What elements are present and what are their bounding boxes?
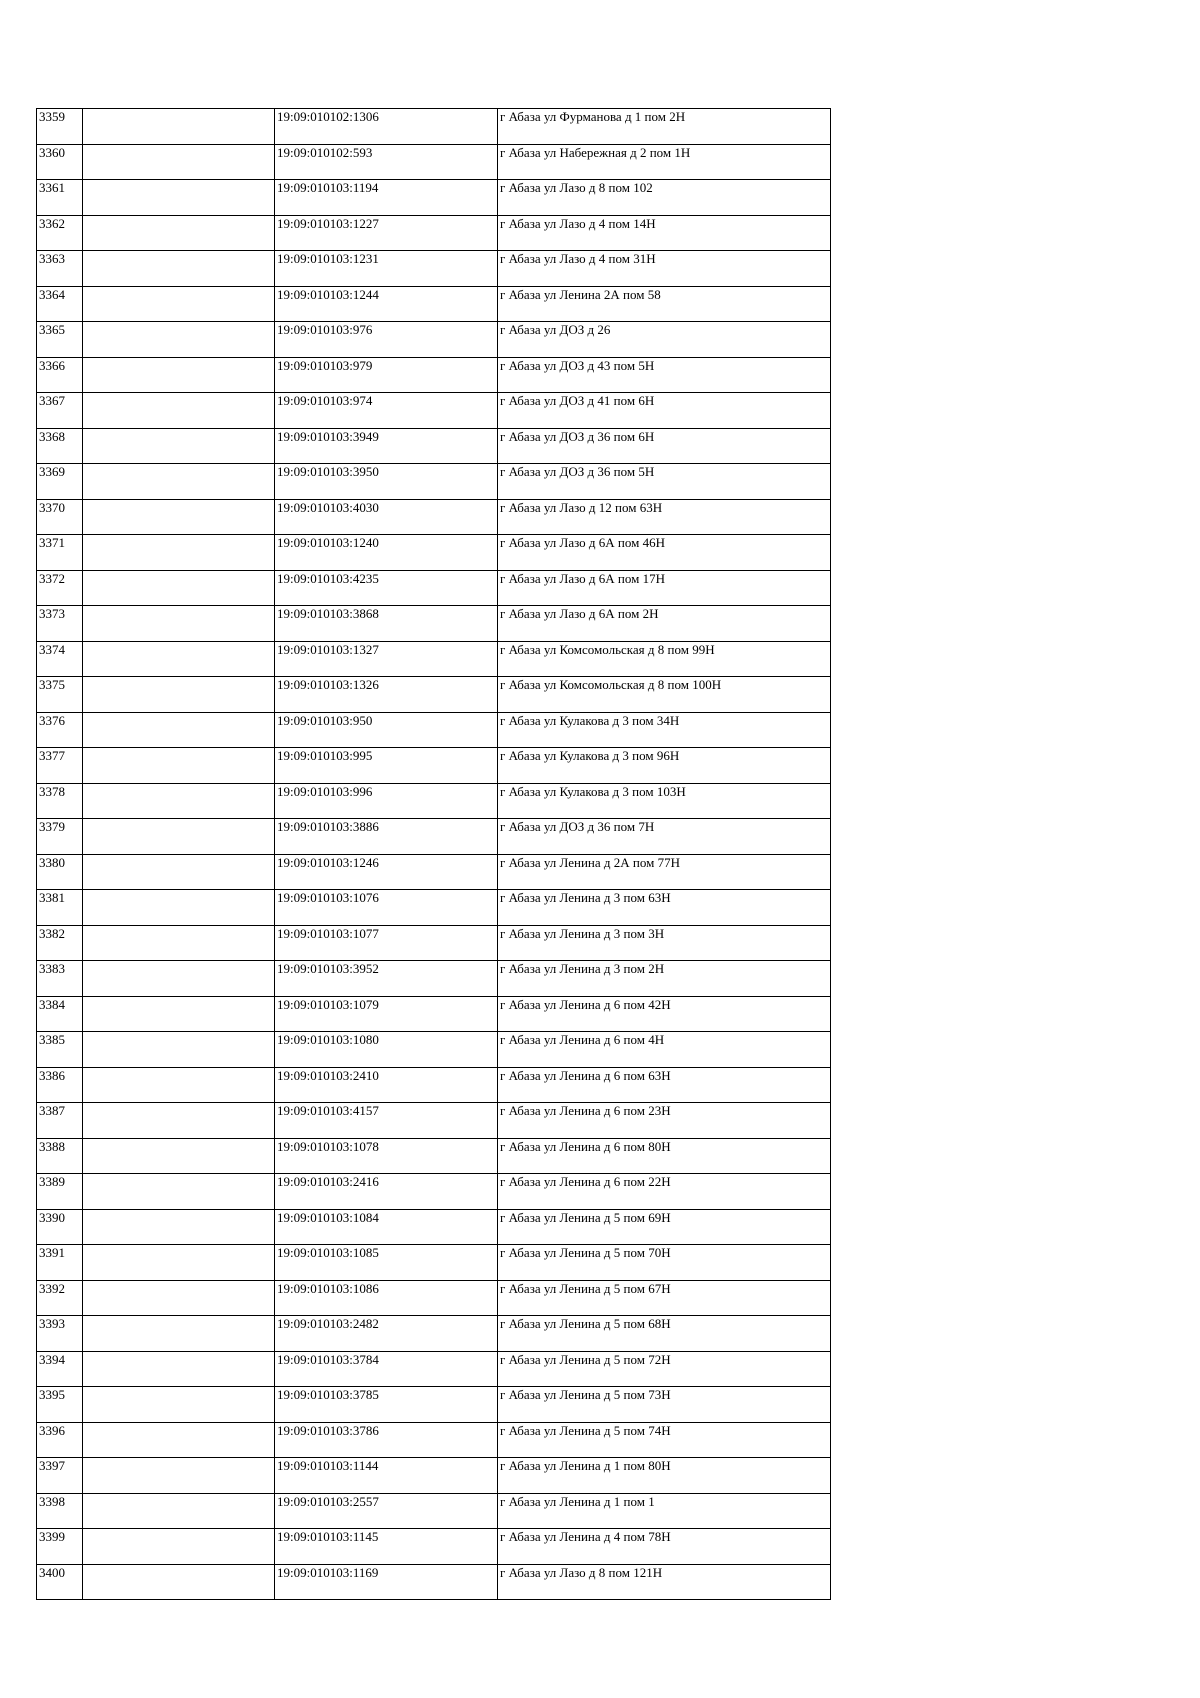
empty-cell [83, 1316, 275, 1352]
address-cell: г Абаза ул Лазо д 6А пом 17Н [498, 570, 831, 606]
cadastral-number-cell: 19:09:010103:976 [275, 322, 498, 358]
empty-cell [83, 677, 275, 713]
table-row [37, 322, 831, 358]
row-number-cell: 3382 [37, 925, 83, 961]
row-number-cell: 3385 [37, 1032, 83, 1068]
address-cell: г Абаза ул Ленина д 6 пом 42Н [498, 996, 831, 1032]
table-row [37, 1174, 831, 1210]
row-number-cell: 3384 [37, 996, 83, 1032]
address-cell: г Абаза ул Кулакова д 3 пом 103Н [498, 783, 831, 819]
cadastral-number-cell: 19:09:010103:1246 [275, 854, 498, 890]
cadastral-number-cell: 19:09:010103:1086 [275, 1280, 498, 1316]
address-cell: г Абаза ул Ленина д 5 пом 73Н [498, 1387, 831, 1423]
row-number-cell: 3378 [37, 783, 83, 819]
empty-cell [83, 1067, 275, 1103]
cadastral-number-cell: 19:09:010103:996 [275, 783, 498, 819]
row-number-cell: 3368 [37, 428, 83, 464]
table-row [37, 1032, 831, 1068]
table-row [37, 1351, 831, 1387]
table-row [37, 641, 831, 677]
row-number-cell: 3371 [37, 535, 83, 571]
row-number-cell: 3400 [37, 1564, 83, 1600]
table-row [37, 1493, 831, 1529]
table-row [37, 1103, 831, 1139]
empty-cell [83, 1529, 275, 1565]
row-number-cell: 3397 [37, 1458, 83, 1494]
row-number-cell: 3376 [37, 712, 83, 748]
address-cell: г Абаза ул Ленина д 5 пом 69Н [498, 1209, 831, 1245]
table-row [37, 783, 831, 819]
empty-cell [83, 996, 275, 1032]
address-cell: г Абаза ул Набережная д 2 пом 1Н [498, 144, 831, 180]
table-row [37, 393, 831, 429]
empty-cell [83, 1351, 275, 1387]
table-row [37, 1280, 831, 1316]
table-row [37, 215, 831, 251]
cadastral-number-cell: 19:09:010103:1227 [275, 215, 498, 251]
cadastral-number-cell: 19:09:010103:2557 [275, 1493, 498, 1529]
empty-cell [83, 641, 275, 677]
address-cell: г Абаза ул Ленина д 6 пом 80Н [498, 1138, 831, 1174]
address-cell: г Абаза ул Ленина д 1 пом 1 [498, 1493, 831, 1529]
address-cell: г Абаза ул Ленина д 6 пом 63Н [498, 1067, 831, 1103]
address-cell: г Абаза ул Лазо д 4 пом 31Н [498, 251, 831, 287]
row-number-cell: 3362 [37, 215, 83, 251]
address-cell: г Абаза ул Ленина д 5 пом 70Н [498, 1245, 831, 1281]
address-cell: г Абаза ул Кулакова д 3 пом 96Н [498, 748, 831, 784]
address-cell: г Абаза ул Ленина д 6 пом 4Н [498, 1032, 831, 1068]
address-cell: г Абаза ул Лазо д 8 пом 121Н [498, 1564, 831, 1600]
cadastral-number-cell: 19:09:010103:2482 [275, 1316, 498, 1352]
empty-cell [83, 322, 275, 358]
empty-cell [83, 712, 275, 748]
table-row [37, 925, 831, 961]
table-row [37, 748, 831, 784]
row-number-cell: 3388 [37, 1138, 83, 1174]
cadastral-number-cell: 19:09:010103:1194 [275, 180, 498, 216]
property-table [36, 108, 831, 1600]
empty-cell [83, 109, 275, 145]
row-number-cell: 3359 [37, 109, 83, 145]
table-row [37, 1387, 831, 1423]
row-number-cell: 3364 [37, 286, 83, 322]
empty-cell [83, 464, 275, 500]
empty-cell [83, 606, 275, 642]
cadastral-number-cell: 19:09:010103:3886 [275, 819, 498, 855]
row-number-cell: 3381 [37, 890, 83, 926]
empty-cell [83, 961, 275, 997]
row-number-cell: 3396 [37, 1422, 83, 1458]
address-cell: г Абаза ул Лазо д 6А пом 2Н [498, 606, 831, 642]
table-row [37, 464, 831, 500]
table-row [37, 499, 831, 535]
empty-cell [83, 1174, 275, 1210]
empty-cell [83, 748, 275, 784]
table-row [37, 535, 831, 571]
table-row [37, 1245, 831, 1281]
address-cell: г Абаза ул ДОЗ д 36 пом 7Н [498, 819, 831, 855]
cadastral-number-cell: 19:09:010103:3950 [275, 464, 498, 500]
cadastral-number-cell: 19:09:010102:593 [275, 144, 498, 180]
empty-cell [83, 890, 275, 926]
row-number-cell: 3390 [37, 1209, 83, 1245]
address-cell: г Абаза ул Ленина д 3 пом 3Н [498, 925, 831, 961]
empty-cell [83, 783, 275, 819]
address-cell: г Абаза ул Ленина д 5 пом 67Н [498, 1280, 831, 1316]
table-row [37, 1564, 831, 1600]
row-number-cell: 3361 [37, 180, 83, 216]
address-cell: г Абаза ул Ленина 2А пом 58 [498, 286, 831, 322]
empty-cell [83, 1138, 275, 1174]
cadastral-number-cell: 19:09:010103:950 [275, 712, 498, 748]
address-cell: г Абаза ул Лазо д 8 пом 102 [498, 180, 831, 216]
address-cell: г Абаза ул Кулакова д 3 пом 34Н [498, 712, 831, 748]
row-number-cell: 3372 [37, 570, 83, 606]
table-row [37, 854, 831, 890]
cadastral-number-cell: 19:09:010103:2410 [275, 1067, 498, 1103]
empty-cell [83, 215, 275, 251]
empty-cell [83, 1209, 275, 1245]
cadastral-number-cell: 19:09:010103:1085 [275, 1245, 498, 1281]
table-row [37, 890, 831, 926]
empty-cell [83, 499, 275, 535]
row-number-cell: 3398 [37, 1493, 83, 1529]
row-number-cell: 3380 [37, 854, 83, 890]
cadastral-number-cell: 19:09:010102:1306 [275, 109, 498, 145]
row-number-cell: 3389 [37, 1174, 83, 1210]
empty-cell [83, 535, 275, 571]
empty-cell [83, 1493, 275, 1529]
row-number-cell: 3395 [37, 1387, 83, 1423]
cadastral-number-cell: 19:09:010103:1231 [275, 251, 498, 287]
table-row [37, 251, 831, 287]
row-number-cell: 3399 [37, 1529, 83, 1565]
cadastral-number-cell: 19:09:010103:3784 [275, 1351, 498, 1387]
empty-cell [83, 1103, 275, 1139]
address-cell: г Абаза ул ДОЗ д 43 пом 5Н [498, 357, 831, 393]
row-number-cell: 3394 [37, 1351, 83, 1387]
table-row [37, 1209, 831, 1245]
cadastral-number-cell: 19:09:010103:1080 [275, 1032, 498, 1068]
table-row [37, 961, 831, 997]
row-number-cell: 3363 [37, 251, 83, 287]
address-cell: г Абаза ул Ленина д 6 пом 22Н [498, 1174, 831, 1210]
cadastral-number-cell: 19:09:010103:1240 [275, 535, 498, 571]
empty-cell [83, 925, 275, 961]
address-cell: г Абаза ул Комсомольская д 8 пом 99Н [498, 641, 831, 677]
address-cell: г Абаза ул ДОЗ д 36 пом 5Н [498, 464, 831, 500]
address-cell: г Абаза ул Лазо д 6А пом 46Н [498, 535, 831, 571]
address-cell: г Абаза ул Ленина д 3 пом 2Н [498, 961, 831, 997]
empty-cell [83, 854, 275, 890]
address-cell: г Абаза ул Ленина д 5 пом 74Н [498, 1422, 831, 1458]
cadastral-number-cell: 19:09:010103:979 [275, 357, 498, 393]
empty-cell [83, 1387, 275, 1423]
address-cell: г Абаза ул Ленина д 5 пом 68Н [498, 1316, 831, 1352]
row-number-cell: 3383 [37, 961, 83, 997]
table-row [37, 606, 831, 642]
row-number-cell: 3393 [37, 1316, 83, 1352]
cadastral-number-cell: 19:09:010103:3785 [275, 1387, 498, 1423]
address-cell: г Абаза ул Ленина д 3 пом 63Н [498, 890, 831, 926]
address-cell: г Абаза ул ДОЗ д 26 [498, 322, 831, 358]
table-row [37, 109, 831, 145]
table-row [37, 357, 831, 393]
table-row [37, 144, 831, 180]
row-number-cell: 3374 [37, 641, 83, 677]
cadastral-number-cell: 19:09:010103:3868 [275, 606, 498, 642]
row-number-cell: 3391 [37, 1245, 83, 1281]
cadastral-number-cell: 19:09:010103:3786 [275, 1422, 498, 1458]
table-row [37, 1316, 831, 1352]
cadastral-number-cell: 19:09:010103:995 [275, 748, 498, 784]
empty-cell [83, 428, 275, 464]
cadastral-number-cell: 19:09:010103:1144 [275, 1458, 498, 1494]
cadastral-number-cell: 19:09:010103:2416 [275, 1174, 498, 1210]
cadastral-number-cell: 19:09:010103:1084 [275, 1209, 498, 1245]
cadastral-number-cell: 19:09:010103:1145 [275, 1529, 498, 1565]
empty-cell [83, 570, 275, 606]
empty-cell [83, 180, 275, 216]
row-number-cell: 3367 [37, 393, 83, 429]
address-cell: г Абаза ул ДОЗ д 41 пом 6Н [498, 393, 831, 429]
cadastral-number-cell: 19:09:010103:1076 [275, 890, 498, 926]
row-number-cell: 3369 [37, 464, 83, 500]
cadastral-number-cell: 19:09:010103:974 [275, 393, 498, 429]
table-row [37, 1458, 831, 1494]
table-row [37, 819, 831, 855]
table-body [37, 109, 831, 1600]
row-number-cell: 3366 [37, 357, 83, 393]
address-cell: г Абаза ул Ленина д 6 пом 23Н [498, 1103, 831, 1139]
row-number-cell: 3370 [37, 499, 83, 535]
row-number-cell: 3392 [37, 1280, 83, 1316]
empty-cell [83, 1245, 275, 1281]
cadastral-number-cell: 19:09:010103:3952 [275, 961, 498, 997]
row-number-cell: 3373 [37, 606, 83, 642]
empty-cell [83, 1280, 275, 1316]
empty-cell [83, 1032, 275, 1068]
cadastral-number-cell: 19:09:010103:1079 [275, 996, 498, 1032]
row-number-cell: 3365 [37, 322, 83, 358]
table-row [37, 180, 831, 216]
cadastral-number-cell: 19:09:010103:4030 [275, 499, 498, 535]
table-row [37, 570, 831, 606]
table-row [37, 1138, 831, 1174]
address-cell: г Абаза ул Ленина д 1 пом 80Н [498, 1458, 831, 1494]
address-cell: г Абаза ул Комсомольская д 8 пом 100Н [498, 677, 831, 713]
cadastral-number-cell: 19:09:010103:1169 [275, 1564, 498, 1600]
row-number-cell: 3379 [37, 819, 83, 855]
cadastral-number-cell: 19:09:010103:4157 [275, 1103, 498, 1139]
table-row [37, 677, 831, 713]
row-number-cell: 3387 [37, 1103, 83, 1139]
address-cell: г Абаза ул Фурманова д 1 пом 2Н [498, 109, 831, 145]
address-cell: г Абаза ул Лазо д 12 пом 63Н [498, 499, 831, 535]
cadastral-number-cell: 19:09:010103:1244 [275, 286, 498, 322]
cadastral-number-cell: 19:09:010103:1078 [275, 1138, 498, 1174]
empty-cell [83, 1458, 275, 1494]
table-row [37, 1422, 831, 1458]
cadastral-number-cell: 19:09:010103:1326 [275, 677, 498, 713]
empty-cell [83, 357, 275, 393]
address-cell: г Абаза ул ДОЗ д 36 пом 6Н [498, 428, 831, 464]
row-number-cell: 3360 [37, 144, 83, 180]
empty-cell [83, 286, 275, 322]
address-cell: г Абаза ул Ленина д 2А пом 77Н [498, 854, 831, 890]
table-row [37, 996, 831, 1032]
empty-cell [83, 819, 275, 855]
empty-cell [83, 1422, 275, 1458]
row-number-cell: 3377 [37, 748, 83, 784]
table-row [37, 1067, 831, 1103]
cadastral-number-cell: 19:09:010103:1077 [275, 925, 498, 961]
address-cell: г Абаза ул Ленина д 4 пом 78Н [498, 1529, 831, 1565]
empty-cell [83, 1564, 275, 1600]
empty-cell [83, 144, 275, 180]
table-row [37, 428, 831, 464]
table-row [37, 712, 831, 748]
empty-cell [83, 393, 275, 429]
cadastral-number-cell: 19:09:010103:4235 [275, 570, 498, 606]
cadastral-number-cell: 19:09:010103:1327 [275, 641, 498, 677]
cadastral-number-cell: 19:09:010103:3949 [275, 428, 498, 464]
empty-cell [83, 251, 275, 287]
address-cell: г Абаза ул Ленина д 5 пом 72Н [498, 1351, 831, 1387]
row-number-cell: 3375 [37, 677, 83, 713]
address-cell: г Абаза ул Лазо д 4 пом 14Н [498, 215, 831, 251]
table-row [37, 1529, 831, 1565]
table-row [37, 286, 831, 322]
row-number-cell: 3386 [37, 1067, 83, 1103]
